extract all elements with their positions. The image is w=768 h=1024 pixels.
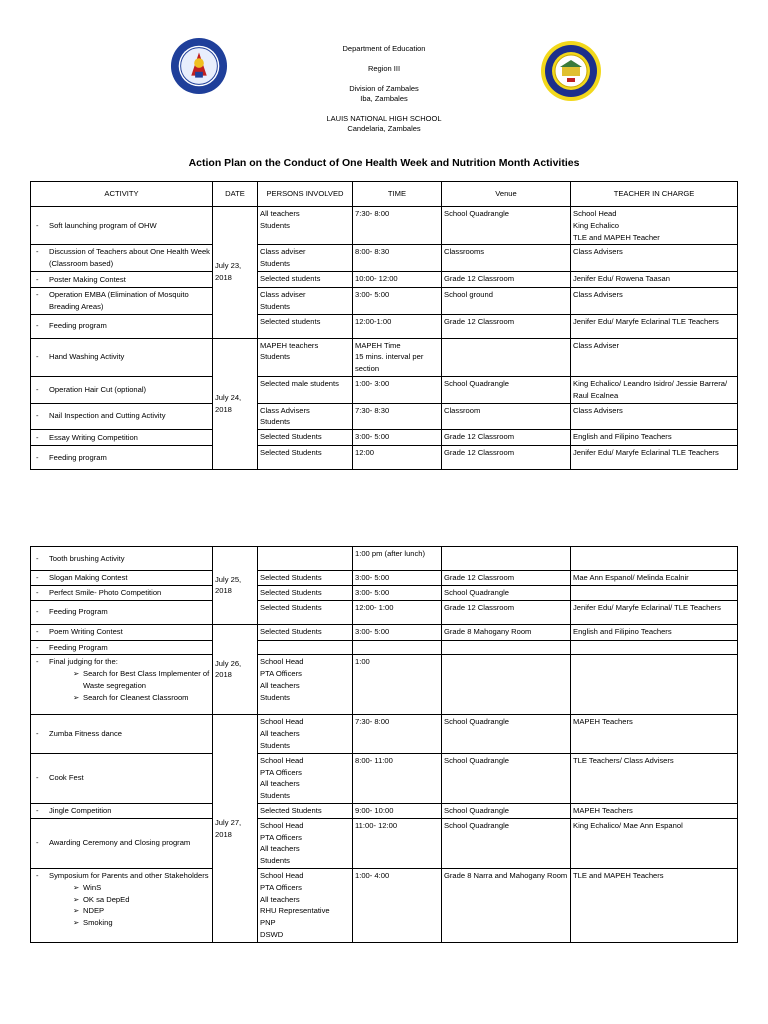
venue-cell: Grade 12 Classroom: [442, 314, 571, 338]
teacher-cell: MAPEH Teachers: [571, 803, 738, 818]
division-name: Division of Zambales: [349, 84, 419, 93]
bullet-dash: -: [36, 838, 39, 848]
time-cell: 7:30- 8:00: [353, 715, 442, 753]
activity-cell: [31, 868, 213, 942]
sub-item: ➢ Search for Cleanest Classroom: [49, 692, 210, 704]
activity-cell: [31, 715, 213, 753]
teacher-cell: Class Advisers: [571, 403, 738, 430]
activity-label: Poem Writing Contest: [49, 627, 123, 637]
activity-label: Operation Hair Cut (optional): [49, 384, 147, 394]
table-row: [31, 803, 738, 818]
table-row: [31, 753, 738, 803]
venue-cell: Grade 12 Classroom: [442, 600, 571, 624]
activity-label: Perfect Smile- Photo Competition: [49, 587, 162, 597]
activity-label: Poster Making Contest: [49, 274, 126, 284]
activity-cell: [31, 403, 213, 430]
activity-cell: [31, 207, 213, 245]
venue-cell: [442, 640, 571, 655]
teacher-cell: English and Filipino Teachers: [571, 430, 738, 446]
teacher-cell: Jenifer Edu/ Maryfe Eclarinal/ TLE Teachers: [571, 600, 738, 624]
time-cell: 7:30- 8:00: [353, 207, 442, 245]
sub-item: ➢ NDEP: [49, 905, 210, 917]
column-header: ACTIVITY: [31, 182, 213, 207]
bullet-dash: -: [36, 805, 39, 815]
activity-label: Hand Washing Activity: [49, 352, 125, 362]
persons-cell: Selected Students: [258, 446, 353, 470]
bullet-dash: -: [36, 220, 39, 230]
activity-cell: [31, 585, 213, 600]
letterhead: [0, 44, 768, 134]
table-row: [31, 547, 738, 571]
sub-item-list: [49, 668, 210, 703]
venue-cell: Classroom: [442, 403, 571, 430]
table-row: [31, 271, 738, 287]
activity-label: Awarding Ceremony and Closing program: [49, 838, 191, 848]
persons-cell: MAPEH teachers Students: [258, 338, 353, 376]
school-name: LAUIS NATIONAL HIGH SCHOOL: [326, 114, 442, 123]
division-city: Iba, Zambales: [360, 94, 408, 103]
teacher-cell: Mae Ann Espanol/ Melinda Ecalnir: [571, 571, 738, 586]
persons-cell: Class adviser Students: [258, 245, 353, 272]
action-plan-table-part2: [30, 546, 738, 943]
teacher-cell: Jenifer Edu/ Rowena Taasan: [571, 271, 738, 287]
time-cell: 3:00- 5:00: [353, 585, 442, 600]
column-header: TIME: [353, 182, 442, 207]
persons-cell: School Head PTA Officers All teachers RHU Representative PNP DSWD: [258, 868, 353, 942]
venue-cell: School Quadrangle: [442, 803, 571, 818]
bullet-dash: -: [36, 870, 39, 880]
activity-label: Operation EMBA (Elimination of Mosquito Breading Areas): [49, 289, 189, 311]
venue-cell: School Quadrangle: [442, 585, 571, 600]
table-row: [31, 715, 738, 753]
activity-label: Final judging for the:: [49, 657, 118, 667]
persons-cell: Selected students: [258, 271, 353, 287]
table-row: [31, 430, 738, 446]
table-header-row: [31, 182, 738, 207]
bullet-dash: -: [36, 274, 39, 284]
teacher-cell: TLE and MAPEH Teachers: [571, 868, 738, 942]
column-header: PERSONS INVOLVED: [258, 182, 353, 207]
activity-label: Nail Inspection and Cutting Activity: [49, 411, 166, 421]
bullet-dash: -: [36, 587, 39, 597]
column-header: TEACHER IN CHARGE: [571, 182, 738, 207]
bullet-dash: -: [36, 289, 39, 299]
time-cell: 1:00 pm (after lunch): [353, 547, 442, 571]
table-row: [31, 868, 738, 942]
time-cell: 7:30- 8:30: [353, 403, 442, 430]
persons-cell: School Head PTA Officers All teachers Students: [258, 818, 353, 868]
activity-label: Zumba Fitness dance: [49, 729, 123, 739]
table-row: [31, 376, 738, 403]
bullet-dash: -: [36, 352, 39, 362]
persons-cell: Selected students: [258, 314, 353, 338]
venue-cell: School Quadrangle: [442, 753, 571, 803]
persons-cell: Class Advisers Students: [258, 403, 353, 430]
table-row: [31, 207, 738, 245]
table-row: [31, 245, 738, 272]
bullet-dash: -: [36, 773, 39, 783]
teacher-cell: King Echalico/ Leandro Isidro/ Jessie Barrera/ Raul Ecalnea: [571, 376, 738, 403]
table-row: [31, 640, 738, 655]
bullet-dash: -: [36, 729, 39, 739]
teacher-cell: TLE Teachers/ Class Advisers: [571, 753, 738, 803]
activity-cell: [31, 624, 213, 640]
venue-cell: School Quadrangle: [442, 207, 571, 245]
activity-cell: [31, 314, 213, 338]
table-row: [31, 287, 738, 314]
persons-cell: Selected Students: [258, 430, 353, 446]
school-address: Candelaria, Zambales: [347, 124, 421, 133]
time-cell: 10:00- 12:00: [353, 271, 442, 287]
venue-cell: Classrooms: [442, 245, 571, 272]
time-cell: 12:00: [353, 446, 442, 470]
persons-cell: Selected Students: [258, 585, 353, 600]
venue-cell: [442, 655, 571, 715]
bullet-dash: -: [36, 657, 39, 667]
activity-label: Essay Writing Competition: [49, 432, 138, 442]
teacher-cell: [571, 655, 738, 715]
region-name: Region III: [367, 64, 401, 73]
date-cell: July 26, 2018: [213, 624, 258, 715]
bullet-dash: -: [36, 573, 39, 582]
time-cell: MAPEH Time 15 mins. interval per section: [353, 338, 442, 376]
activity-cell: [31, 430, 213, 446]
table-row: [31, 600, 738, 624]
time-cell: 8:00- 11:00: [353, 753, 442, 803]
activity-cell: [31, 600, 213, 624]
column-header: DATE: [213, 182, 258, 207]
venue-cell: School Quadrangle: [442, 376, 571, 403]
time-cell: 8:00- 8:30: [353, 245, 442, 272]
persons-cell: Class adviser Students: [258, 287, 353, 314]
sub-item: ➢ Search for Best Class Implementer of Waste segregation: [49, 668, 210, 692]
venue-cell: Grade 12 Classroom: [442, 446, 571, 470]
time-cell: 1:00: [353, 655, 442, 715]
venue-cell: [442, 338, 571, 376]
activity-label: Feeding Program: [49, 607, 108, 617]
table-row: [31, 585, 738, 600]
activity-label: Feeding program: [49, 452, 107, 462]
teacher-cell: [571, 585, 738, 600]
venue-cell: Grade 12 Classroom: [442, 571, 571, 586]
bullet-dash: -: [36, 384, 39, 394]
date-cell: July 23, 2018: [213, 207, 258, 339]
table-row: [31, 655, 738, 715]
activity-cell: [31, 571, 213, 586]
venue-cell: School Quadrangle: [442, 715, 571, 753]
venue-cell: Grade 8 Narra and Mahogany Room: [442, 868, 571, 942]
venue-cell: School ground: [442, 287, 571, 314]
bullet-dash: -: [36, 553, 39, 563]
activity-cell: [31, 376, 213, 403]
persons-cell: Selected Students: [258, 571, 353, 586]
sub-item: ➢ WinS: [49, 882, 210, 894]
column-header: Venue: [442, 182, 571, 207]
venue-cell: Grade 8 Mahogany Room: [442, 624, 571, 640]
table-row: [31, 571, 738, 586]
page-title: Action Plan on the Conduct of One Health Week and Nutrition Month Activities: [188, 157, 580, 169]
persons-cell: Selected male students: [258, 376, 353, 403]
persons-cell: Selected Students: [258, 803, 353, 818]
teacher-cell: [571, 547, 738, 571]
time-cell: 3:00- 5:00: [353, 430, 442, 446]
time-cell: 3:00- 5:00: [353, 571, 442, 586]
activity-cell: [31, 753, 213, 803]
persons-cell: Selected Students: [258, 600, 353, 624]
activity-label: Feeding Program: [49, 642, 108, 652]
venue-cell: Grade 12 Classroom: [442, 430, 571, 446]
bullet-dash: -: [36, 321, 39, 331]
table-row: [31, 338, 738, 376]
teacher-cell: MAPEH Teachers: [571, 715, 738, 753]
table-row: [31, 446, 738, 470]
sub-item: ➢ OK sa DepEd: [49, 894, 210, 906]
time-cell: 11:00- 12:00: [353, 818, 442, 868]
sub-item: ➢ Smoking: [49, 917, 210, 929]
activity-label: Jingle Competition: [49, 805, 112, 815]
activity-cell: [31, 640, 213, 655]
activity-label: Soft launching program of OHW: [49, 220, 157, 230]
activity-cell: [31, 655, 213, 715]
bullet-dash: -: [36, 432, 39, 442]
bullet-dash: -: [36, 411, 39, 421]
activity-label: Discussion of Teachers about One Health Week (Classroom based): [49, 247, 210, 269]
teacher-cell: King Echalico/ Mae Ann Espanol: [571, 818, 738, 868]
time-cell: 12:00-1:00: [353, 314, 442, 338]
dept-name: Department of Education: [342, 44, 426, 53]
date-cell: July 27, 2018: [213, 715, 258, 942]
bullet-dash: -: [36, 642, 39, 652]
activity-cell: [31, 338, 213, 376]
date-cell: July 25, 2018: [213, 547, 258, 625]
time-cell: 9:00- 10:00: [353, 803, 442, 818]
activity-cell: [31, 446, 213, 470]
activity-cell: [31, 547, 213, 571]
activity-cell: [31, 818, 213, 868]
activity-label: Tooth brushing Activity: [49, 553, 125, 563]
time-cell: 3:00- 5:00: [353, 624, 442, 640]
sub-item-list: [49, 882, 210, 929]
bullet-dash: -: [36, 627, 39, 637]
teacher-cell: Jenifer Edu/ Maryfe Eclarinal TLE Teachers: [571, 446, 738, 470]
venue-cell: [442, 547, 571, 571]
teacher-cell: [571, 640, 738, 655]
time-cell: 12:00- 1:00: [353, 600, 442, 624]
activity-label: Cook Fest: [49, 773, 84, 783]
venue-cell: Grade 12 Classroom: [442, 271, 571, 287]
persons-cell: [258, 547, 353, 571]
time-cell: 1:00- 4:00: [353, 868, 442, 942]
teacher-cell: School Head King Echalico TLE and MAPEH Teacher: [571, 207, 738, 245]
teacher-cell: Class Advisers: [571, 245, 738, 272]
activity-cell: [31, 271, 213, 287]
venue-cell: School Quadrangle: [442, 818, 571, 868]
activity-cell: [31, 803, 213, 818]
persons-cell: Selected Students: [258, 624, 353, 640]
persons-cell: School Head PTA Officers All teachers Students: [258, 655, 353, 715]
teacher-cell: English and Filipino Teachers: [571, 624, 738, 640]
action-plan-table-part1: [30, 181, 738, 470]
activity-label: Feeding program: [49, 321, 107, 331]
bullet-dash: -: [36, 452, 39, 462]
persons-cell: School Head All teachers Students: [258, 715, 353, 753]
persons-cell: [258, 640, 353, 655]
activity-label: Symposium for Parents and other Stakeholders: [49, 870, 209, 880]
teacher-cell: Class Adviser: [571, 338, 738, 376]
time-cell: [353, 640, 442, 655]
table-row: [31, 314, 738, 338]
time-cell: 3:00- 5:00: [353, 287, 442, 314]
time-cell: 1:00- 3:00: [353, 376, 442, 403]
persons-cell: School Head PTA Officers All teachers Students: [258, 753, 353, 803]
bullet-dash: -: [36, 247, 39, 257]
activity-cell: [31, 245, 213, 272]
teacher-cell: Jenifer Edu/ Maryfe Eclarinal TLE Teachers: [571, 314, 738, 338]
activity-label: Slogan Making Contest: [49, 573, 128, 582]
table-row: [31, 403, 738, 430]
table-row: [31, 818, 738, 868]
teacher-cell: Class Advisers: [571, 287, 738, 314]
activity-cell: [31, 287, 213, 314]
bullet-dash: -: [36, 607, 39, 617]
persons-cell: All teachers Students: [258, 207, 353, 245]
date-cell: July 24, 2018: [213, 338, 258, 470]
table-row: [31, 624, 738, 640]
